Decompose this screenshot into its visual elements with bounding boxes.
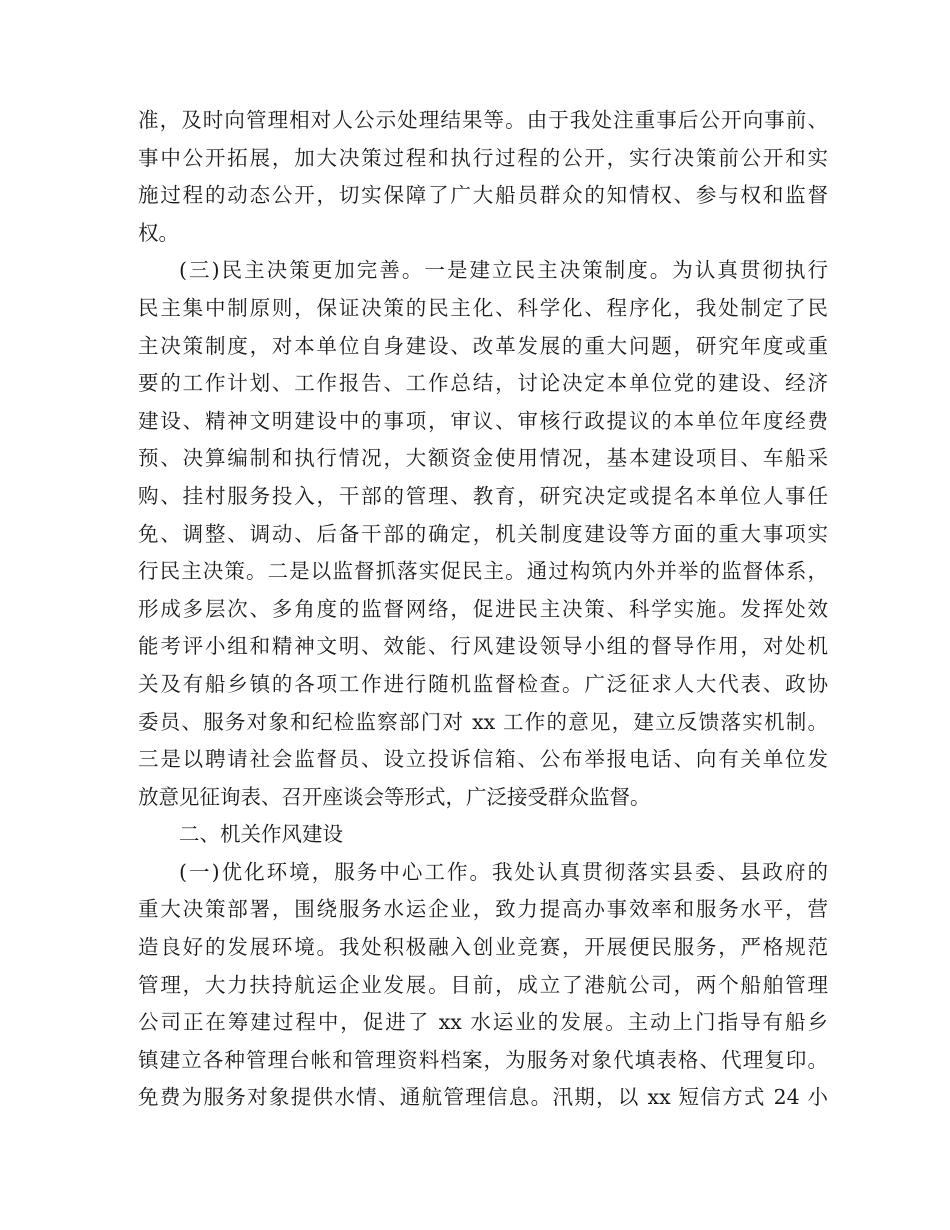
text-line: 重大决策部署，围绕服务水运企业，致力提高办事效率和服务水平，营: [138, 897, 828, 922]
text-line: 民主集中制原则，保证决策的民主化、科学化、程序化，我处制定了民: [138, 295, 828, 320]
text-line: 放意见征询表、召开座谈会等形式，广泛接受群众监督。: [138, 784, 651, 809]
text-line: 关及有船乡镇的各项工作进行随机监督检查。广泛征求人大代表、政协: [138, 671, 828, 696]
text-line: 公司正在筹建过程中，促进了 xx 水运业的发展。主动上门指导有船乡: [138, 1010, 828, 1035]
text-line: 行民主决策。二是以监督抓落实促民主。通过构筑内外并举的监督体系，: [138, 559, 828, 584]
text-line: 镇建立各种管理台帐和管理资料档案，为服务对象代填表格、代理复印。: [138, 1047, 828, 1072]
text-line: (一)优化环境，服务中心工作。我处认真贯彻落实县委、县政府的: [179, 859, 828, 884]
text-line: 造良好的发展环境。我处积极融入创业竞赛，开展便民服务，严格规范: [138, 935, 828, 960]
text-line: 三是以聘请社会监督员、设立投诉信箱、公布举报电话、向有关单位发: [138, 747, 828, 772]
text-line: 形成多层次、多角度的监督网络，促进民主决策、科学实施。发挥处效: [138, 596, 828, 621]
text-line: 免、调整、调动、后备干部的确定，机关制度建设等方面的重大事项实: [138, 521, 828, 546]
text-line: 委员、服务对象和纪检监察部门对 xx 工作的意见，建立反馈落实机制。: [138, 709, 828, 734]
text-line: 购、挂村服务投入，干部的管理、教育，研究决定或提名本单位人事任: [138, 483, 828, 508]
text-line: 二、机关作风建设: [179, 822, 343, 847]
text-line: 预、决算编制和执行情况，大额资金使用情况，基本建设项目、车船采: [138, 446, 828, 471]
text-line: 管理，大力扶持航运企业发展。目前，成立了港航公司，两个船舶管理: [138, 972, 828, 997]
text-line: (三)民主决策更加完善。一是建立民主决策制度。为认真贯彻执行: [179, 258, 828, 283]
text-line: 能考评小组和精神文明、效能、行风建设领导小组的督导作用，对处机: [138, 634, 828, 659]
document-body: [138, 102, 828, 1117]
text-line: 施过程的动态公开，切实保障了广大船员群众的知情权、参与权和监督: [138, 183, 828, 208]
text-line: 免费为服务对象提供水情、通航管理信息。汛期，以 xx 短信方式 24 小: [138, 1085, 828, 1110]
text-line: 要的工作计划、工作报告、工作总结，讨论决定本单位党的建设、经济: [138, 371, 828, 396]
text-line: 事中公开拓展，加大决策过程和执行过程的公开，实行决策前公开和实: [138, 145, 828, 170]
text-line: 权。: [138, 220, 179, 245]
text-line: 主决策制度，对本单位自身建设、改革发展的重大问题，研究年度或重: [138, 333, 828, 358]
text-line: 准，及时向管理相对人公示处理结果等。由于我处注重事后公开向事前、: [138, 108, 828, 132]
text-line: 建设、精神文明建设中的事项，审议、审核行政提议的本单位年度经费: [138, 408, 828, 433]
